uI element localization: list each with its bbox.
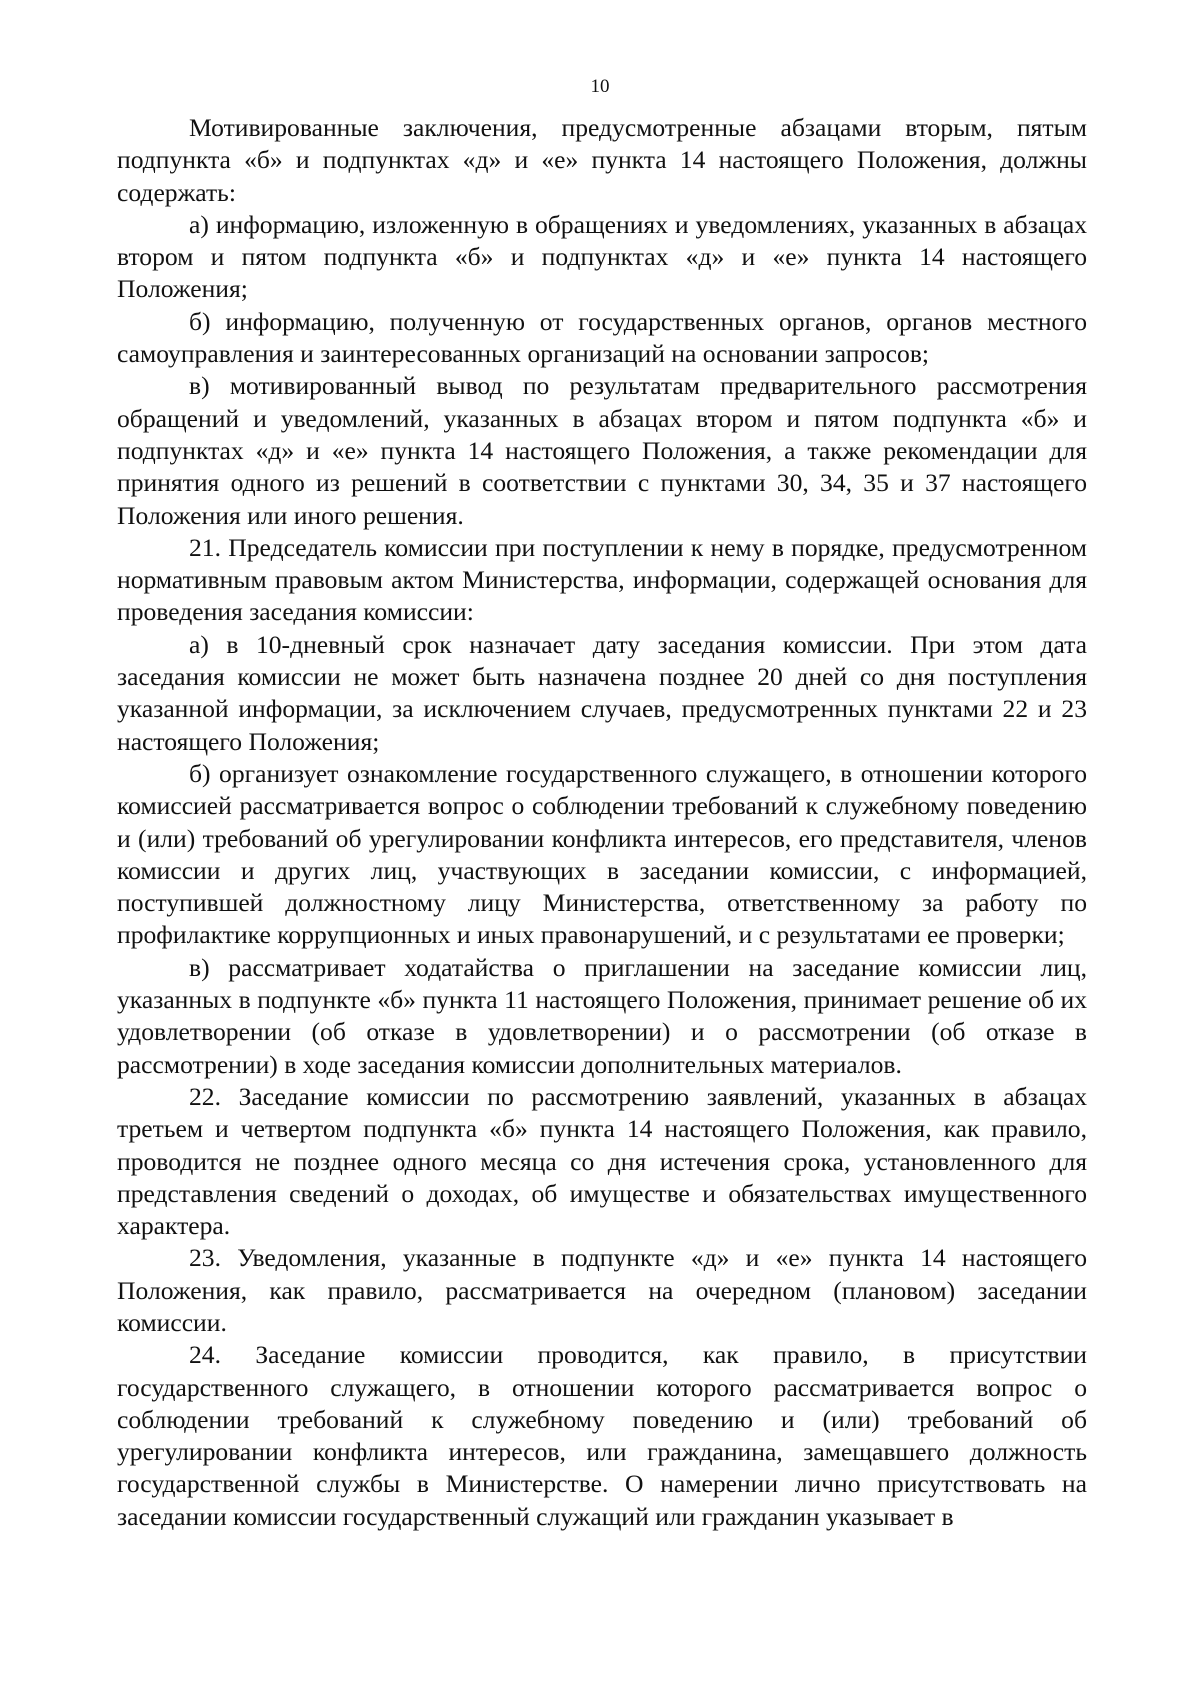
- paragraph-23: 23. Уведомления, указанные в подпункте «д» и «е» пункта 14 настоящего Положения, как правило, рассматривается на очередном (плановом) заседании комиссии.: [117, 1243, 1087, 1337]
- paragraph-21-v: в) рассматривает ходатайства о приглашении на заседание комиссии лиц, указанных в подпункте «б» пункта 11 настоящего Положения, принимает решение об их удовлетворении (об отказе в удовлетворении) и о рассмотрении (об отказе в рассмотрении) в ходе заседания комиссии дополнительных материалов.: [117, 952, 1087, 1079]
- paragraph-21: 21. Председатель комиссии при поступлении к нему в порядке, предусмотренном нормативным правовым актом Министерства, информации, содержащей основания для проведения заседания комиссии:: [117, 532, 1087, 627]
- document-body: [117, 112, 1087, 1533]
- page-number: 10: [590, 76, 610, 97]
- paragraph-24: 24. Заседание комиссии проводится, как правило, в присутствии государственного служащего, в отношении которого рассматривается вопрос о соблюдении требований к служебному поведению и (или) требований об урегулировании конфликта интересов, или гражданина, замещавшего должность государственной службы в Министерстве. О намерении лично присутствовать на заседании комиссии государственный служащий или гражданин указывает в: [117, 1340, 1087, 1531]
- paragraph-conclusions-intro: Мотивированные заключения, предусмотренные абзацами вторым, пятым подпункта «б» и подпунктах «д» и «е» пункта 14 настоящего Положения, должны содержать:: [117, 113, 1087, 207]
- paragraph-22: 22. Заседание комиссии по рассмотрению заявлений, указанных в абзацах третьем и четвертом подпункта «б» пункта 14 настоящего Положения, как правило, проводится не позднее одного месяца со дня истечения срока, установленного для представления сведений о доходах, об имуществе и обязательствах имущественного характера.: [117, 1081, 1087, 1241]
- paragraph-item-v-conclusion: в) мотивированный вывод по результатам предварительного рассмотрения обращений и уведомлений, указанных в абзацах втором и пятом подпункта «б» и подпунктах «д» и «е» пункта 14 настоящего Положения, а также рекомендации для принятия одного из решений в соответствии с пунктами 30, 34, 35 и 37 настоящего Положения или иного решения.: [117, 371, 1087, 530]
- paragraph-21-b: б) организует ознакомление государственного служащего, в отношении которого комиссией рассматривается вопрос о соблюдении требований к служебному поведению и (или) требований об урегулировании конфликта интересов, его представителя, членов комиссии и других лиц, участвующих в заседании комиссии, с информацией, поступившей должностному лицу Министерства, ответственному за работу по профилактике коррупционных и иных правонарушений, и с результатами ее проверки;: [117, 758, 1087, 950]
- paragraph-item-b-information: б) информацию, полученную от государственных органов, органов местного самоуправления и заинтересованных организаций на основании запросов;: [117, 306, 1087, 369]
- paragraph-21-a: а) в 10-дневный срок назначает дату заседания комиссии. При этом дата заседания комиссии не может быть назначена позднее 20 дней со дня поступления указанной информации, за исключением случаев, предусмотренных пунктами 22 и 23 настоящего Положения;: [117, 629, 1087, 756]
- paragraph-item-a-information: а) информацию, изложенную в обращениях и уведомлениях, указанных в абзацах втором и пятом подпункта «б» и подпунктах «д» и «е» пункта 14 настоящего Положения;: [117, 209, 1087, 304]
